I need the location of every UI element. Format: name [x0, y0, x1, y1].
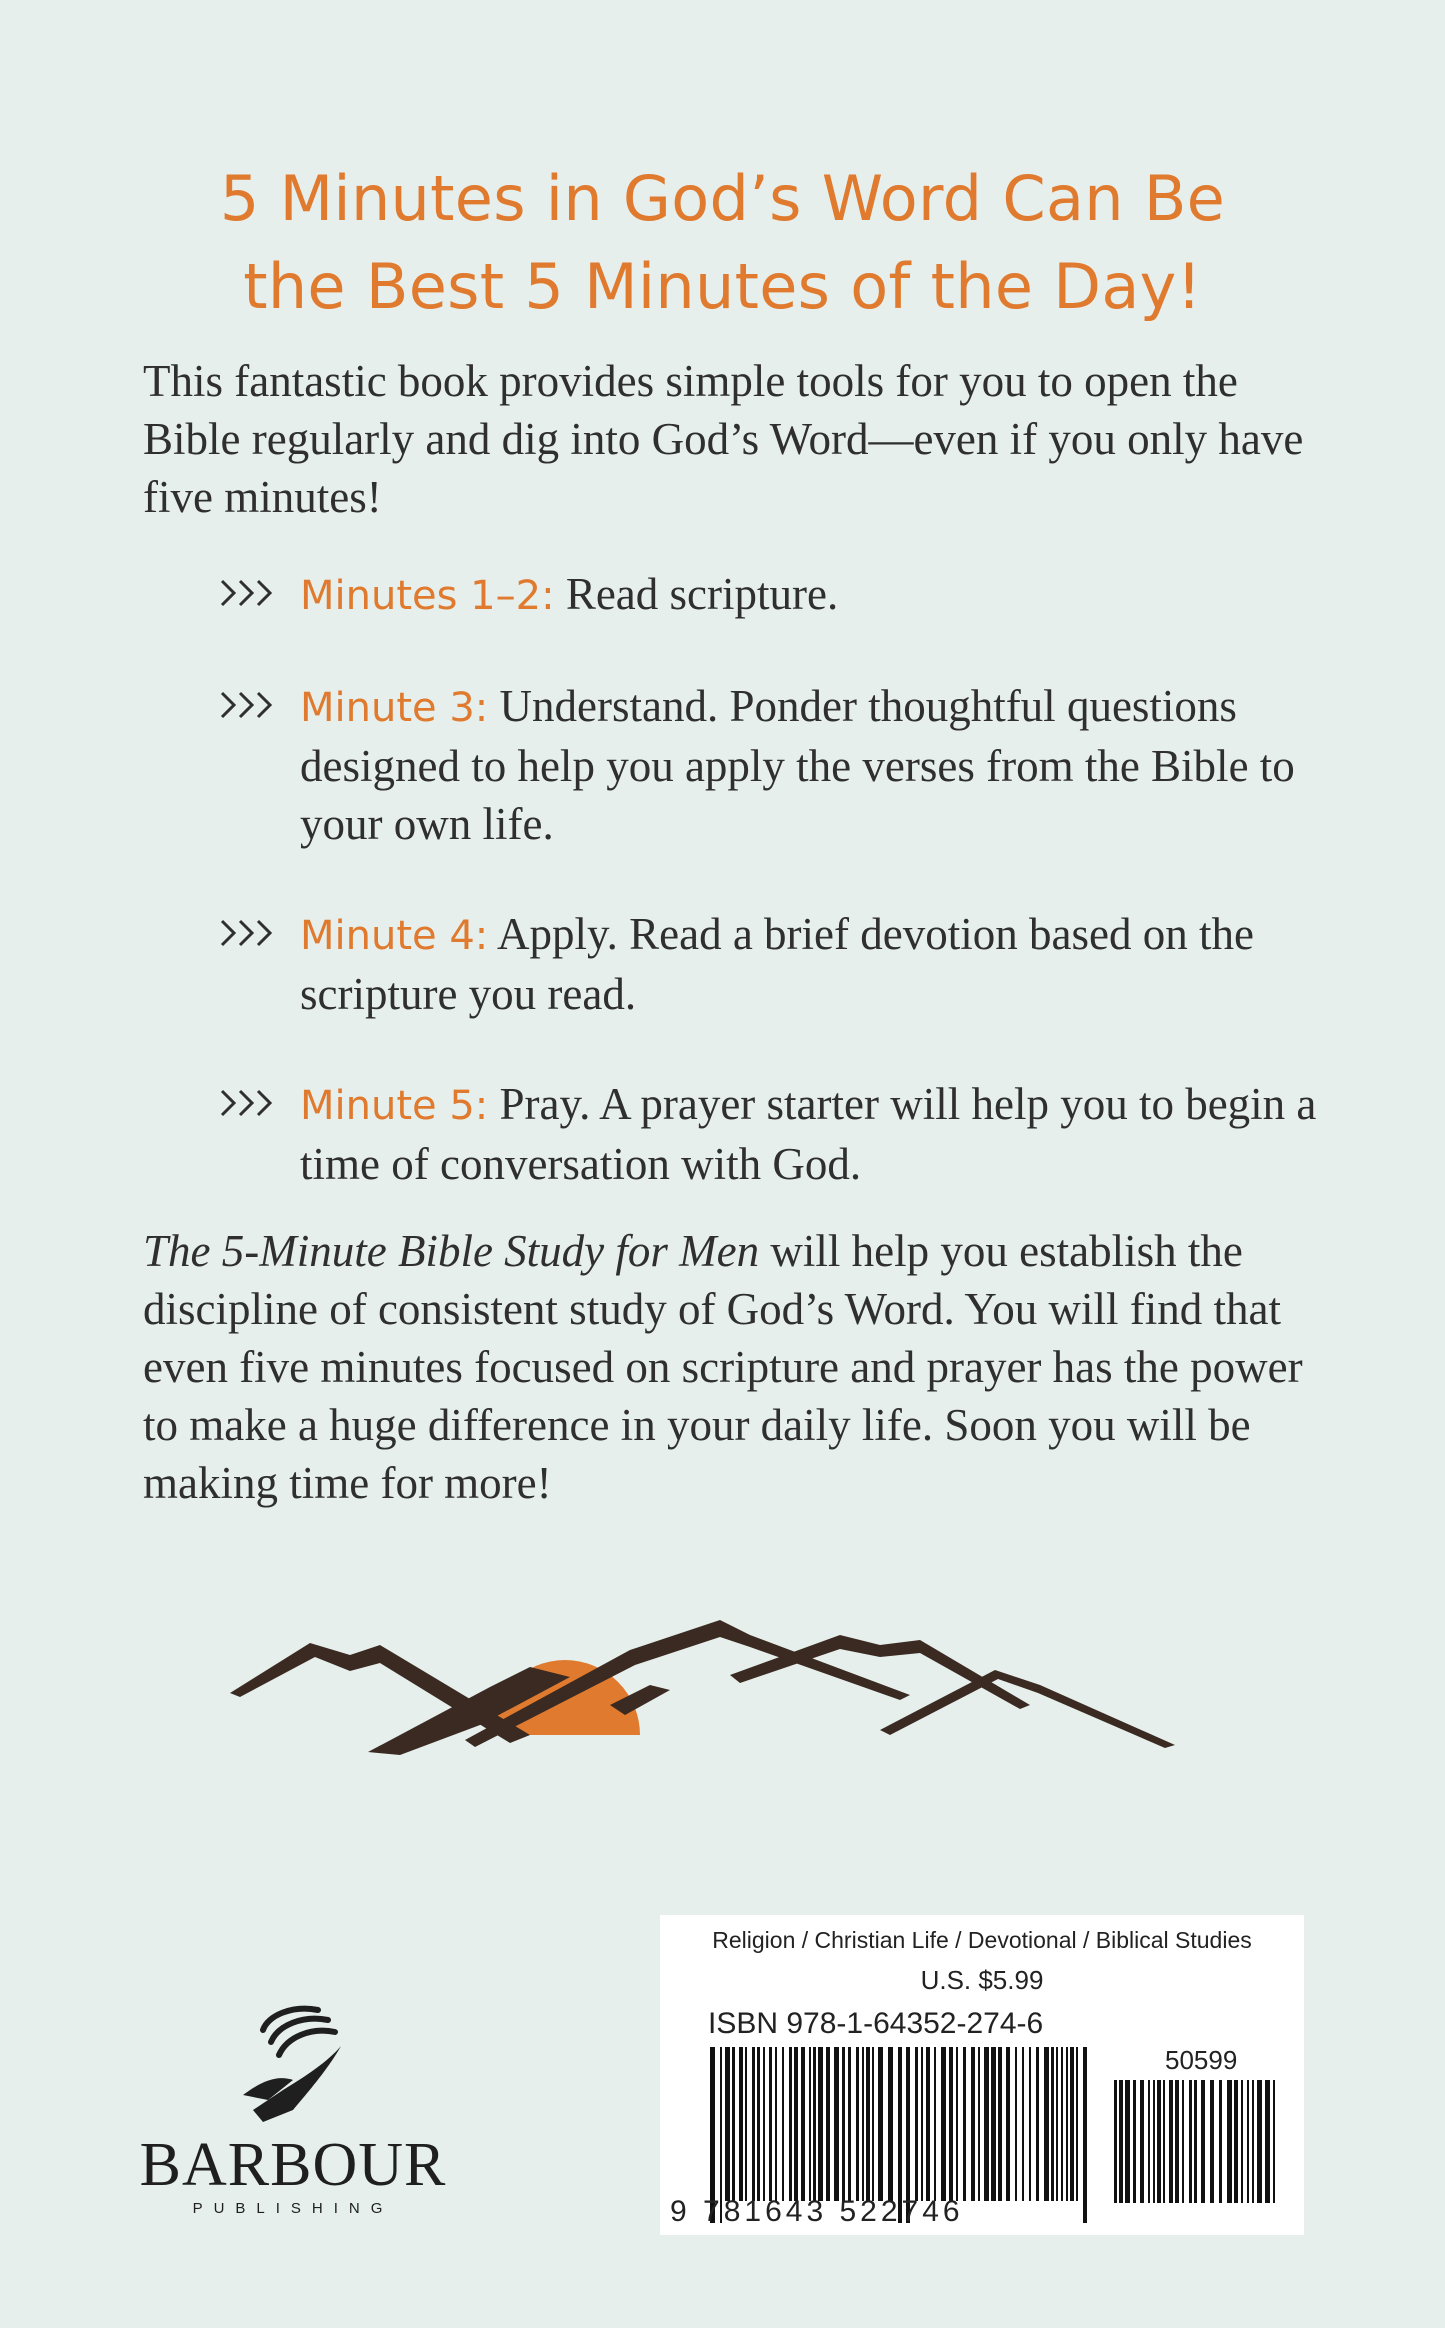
- barcode-bar: [752, 2047, 755, 2201]
- step-item: [220, 677, 1330, 853]
- barcode-bar: [1257, 2080, 1262, 2203]
- barcode-bar: [809, 2047, 811, 2201]
- barcode-bar: [872, 2047, 874, 2201]
- barcode-bar: [1076, 2047, 1078, 2201]
- barcode-bar: [1114, 2080, 1117, 2203]
- barcode-bar: [1066, 2047, 1068, 2201]
- barcode-bar: [763, 2047, 765, 2201]
- barcode-bar: [1265, 2080, 1270, 2203]
- triple-chevron-icon: [220, 919, 282, 947]
- barcode-bar: [978, 2047, 980, 2201]
- barcode-bar: [866, 2047, 870, 2201]
- step-label: Minutes 1–2:: [300, 573, 555, 619]
- barcode-bar: [1219, 2080, 1222, 2203]
- barcode-bar: [941, 2047, 946, 2201]
- barcode-bar: [1119, 2080, 1123, 2203]
- publisher-logo: [138, 2000, 448, 2240]
- category-text: Religion / Christian Life / Devotional / Biblical Studies: [712, 1927, 1252, 1953]
- triple-chevron-icon: [220, 1089, 282, 1117]
- barcode-bar: [1189, 2080, 1192, 2203]
- barcode-bar: [834, 2047, 839, 2201]
- publisher-subtitle: PUBLISHING: [192, 2200, 394, 2217]
- barcode-bar: [1029, 2047, 1031, 2201]
- barcode-bar: [888, 2047, 893, 2201]
- step-text: Apply. Read a brief devotion based on the scripture you read.: [300, 909, 1254, 1019]
- barcode-bar: [949, 2047, 953, 2201]
- barcode-bar: [1273, 2080, 1275, 2203]
- barcode-bar: [1252, 2080, 1254, 2203]
- barcode-bar: [1036, 2047, 1039, 2201]
- barcode-bar: [818, 2047, 823, 2201]
- step-item: [220, 905, 1330, 1023]
- cover-heading: [0, 155, 1445, 331]
- barcode-bar: [1061, 2047, 1063, 2201]
- barcode-bar: [1163, 2080, 1165, 2203]
- step-label: Minute 3:: [300, 685, 489, 731]
- barcode-bar: [1194, 2080, 1197, 2203]
- outro-text: will help you establish the discipline of consistent study of God’s Word. You will find that even five minutes focused on scripture and prayer has the power to make a huge difference in your daily life. Soon you will be making time for more!: [143, 1226, 1303, 1508]
- price-barcode: [1112, 2080, 1282, 2225]
- step-text: Pray. A prayer starter will help you to begin a time of conversation with God.: [300, 1079, 1317, 1189]
- triple-chevron-icon: [220, 691, 282, 719]
- barcode-bar: [782, 2047, 784, 2201]
- intro-paragraph: This fantastic book provides simple tools for you to open the Bible regularly and dig into God’s Word—even if you only have five minutes!: [143, 356, 1304, 522]
- open-book-logo-icon: [223, 2000, 363, 2130]
- barcode-bar: [1133, 2080, 1136, 2203]
- barcode-bar: [956, 2047, 958, 2201]
- price-text: U.S. $5.99: [920, 1965, 1044, 1995]
- book-title: The 5-Minute Bible Study for Men: [143, 1226, 760, 1276]
- heading-line-1: 5 Minutes in God’s Word Can Be: [219, 162, 1226, 235]
- barcode-bar: [1210, 2080, 1214, 2203]
- barcode-bar: [1015, 2047, 1017, 2201]
- barcode-bar: [1125, 2080, 1130, 2203]
- barcode-bar: [725, 2047, 730, 2201]
- barcode-bar: [769, 2047, 772, 2201]
- barcode-bar: [1022, 2047, 1024, 2201]
- barcode-bar: [1241, 2080, 1243, 2203]
- barcode-bar: [1227, 2080, 1232, 2203]
- triple-chevron-icon: [220, 579, 282, 607]
- barcode-digits: 9 781643 522746: [670, 2195, 964, 2228]
- barcode-bar: [745, 2047, 747, 2201]
- barcode-bar: [1182, 2080, 1184, 2203]
- barcode-bar: [963, 2047, 966, 2201]
- step-label: Minute 5:: [300, 1083, 489, 1129]
- steps-list: [220, 565, 1330, 1245]
- barcode-bar: [757, 2047, 760, 2201]
- barcode-bar: [794, 2047, 798, 2201]
- heading-line-2: the Best 5 Minutes of the Day!: [243, 250, 1202, 323]
- barcode-bar: [862, 2047, 864, 2201]
- barcode-bar: [971, 2047, 975, 2201]
- barcode-bar: [826, 2047, 830, 2201]
- barcode-bar: [991, 2047, 996, 2201]
- barcode-bar: [813, 2047, 816, 2201]
- barcode-bar: [732, 2047, 735, 2201]
- barcode-bar: [934, 2047, 936, 2201]
- price-code-text: 50599: [1165, 2045, 1238, 2075]
- barcode-bar: [801, 2047, 805, 2201]
- barcode-bar: [1153, 2080, 1155, 2203]
- barcode-bar: [984, 2047, 989, 2201]
- barcode-bar: [1175, 2080, 1179, 2203]
- outro-paragraph: [143, 1222, 1333, 1512]
- isbn-text: ISBN 978-1-64352-274-6: [708, 2007, 1044, 2040]
- step-text: Understand. Ponder thoughtful questions designed to help you apply the verses from the Bible to your own life.: [300, 681, 1295, 849]
- barcode-bar: [1169, 2080, 1173, 2203]
- barcode-bar: [1140, 2080, 1144, 2203]
- barcode-bar: [775, 2047, 777, 2201]
- barcode-bar: [1201, 2080, 1205, 2203]
- barcode-bar: [1157, 2080, 1161, 2203]
- barcode-bar: [915, 2047, 918, 2201]
- barcode-bar: [1083, 2047, 1087, 2223]
- barcode-bar: [878, 2047, 883, 2201]
- barcode-bar: [1006, 2047, 1010, 2201]
- step-item: [220, 1075, 1330, 1193]
- barcode-bar: [1148, 2080, 1150, 2203]
- barcode-bar: [921, 2047, 923, 2201]
- barcode-box: [660, 1915, 1304, 2235]
- barcode-bar: [998, 2047, 1002, 2201]
- barcode-bar: [1247, 2080, 1249, 2203]
- barcode-bar: [856, 2047, 859, 2201]
- barcode-bar: [848, 2047, 851, 2201]
- barcode-bar: [739, 2047, 743, 2201]
- step-text: Read scripture.: [565, 569, 839, 619]
- barcode-bar: [1044, 2047, 1049, 2201]
- step-label: Minute 4:: [300, 913, 489, 959]
- barcode-bar: [1070, 2047, 1074, 2201]
- barcode-bar: [1056, 2047, 1058, 2201]
- mountain-sunrise-icon: [230, 1615, 1200, 1800]
- barcode-bar: [926, 2047, 930, 2201]
- barcode-bar: [1051, 2047, 1054, 2201]
- barcode-bar: [1234, 2080, 1238, 2203]
- barcode-bar: [842, 2047, 845, 2201]
- step-item: [220, 565, 1330, 625]
- publisher-name: BARBOUR: [139, 2131, 447, 2199]
- barcode-bar: [789, 2047, 792, 2201]
